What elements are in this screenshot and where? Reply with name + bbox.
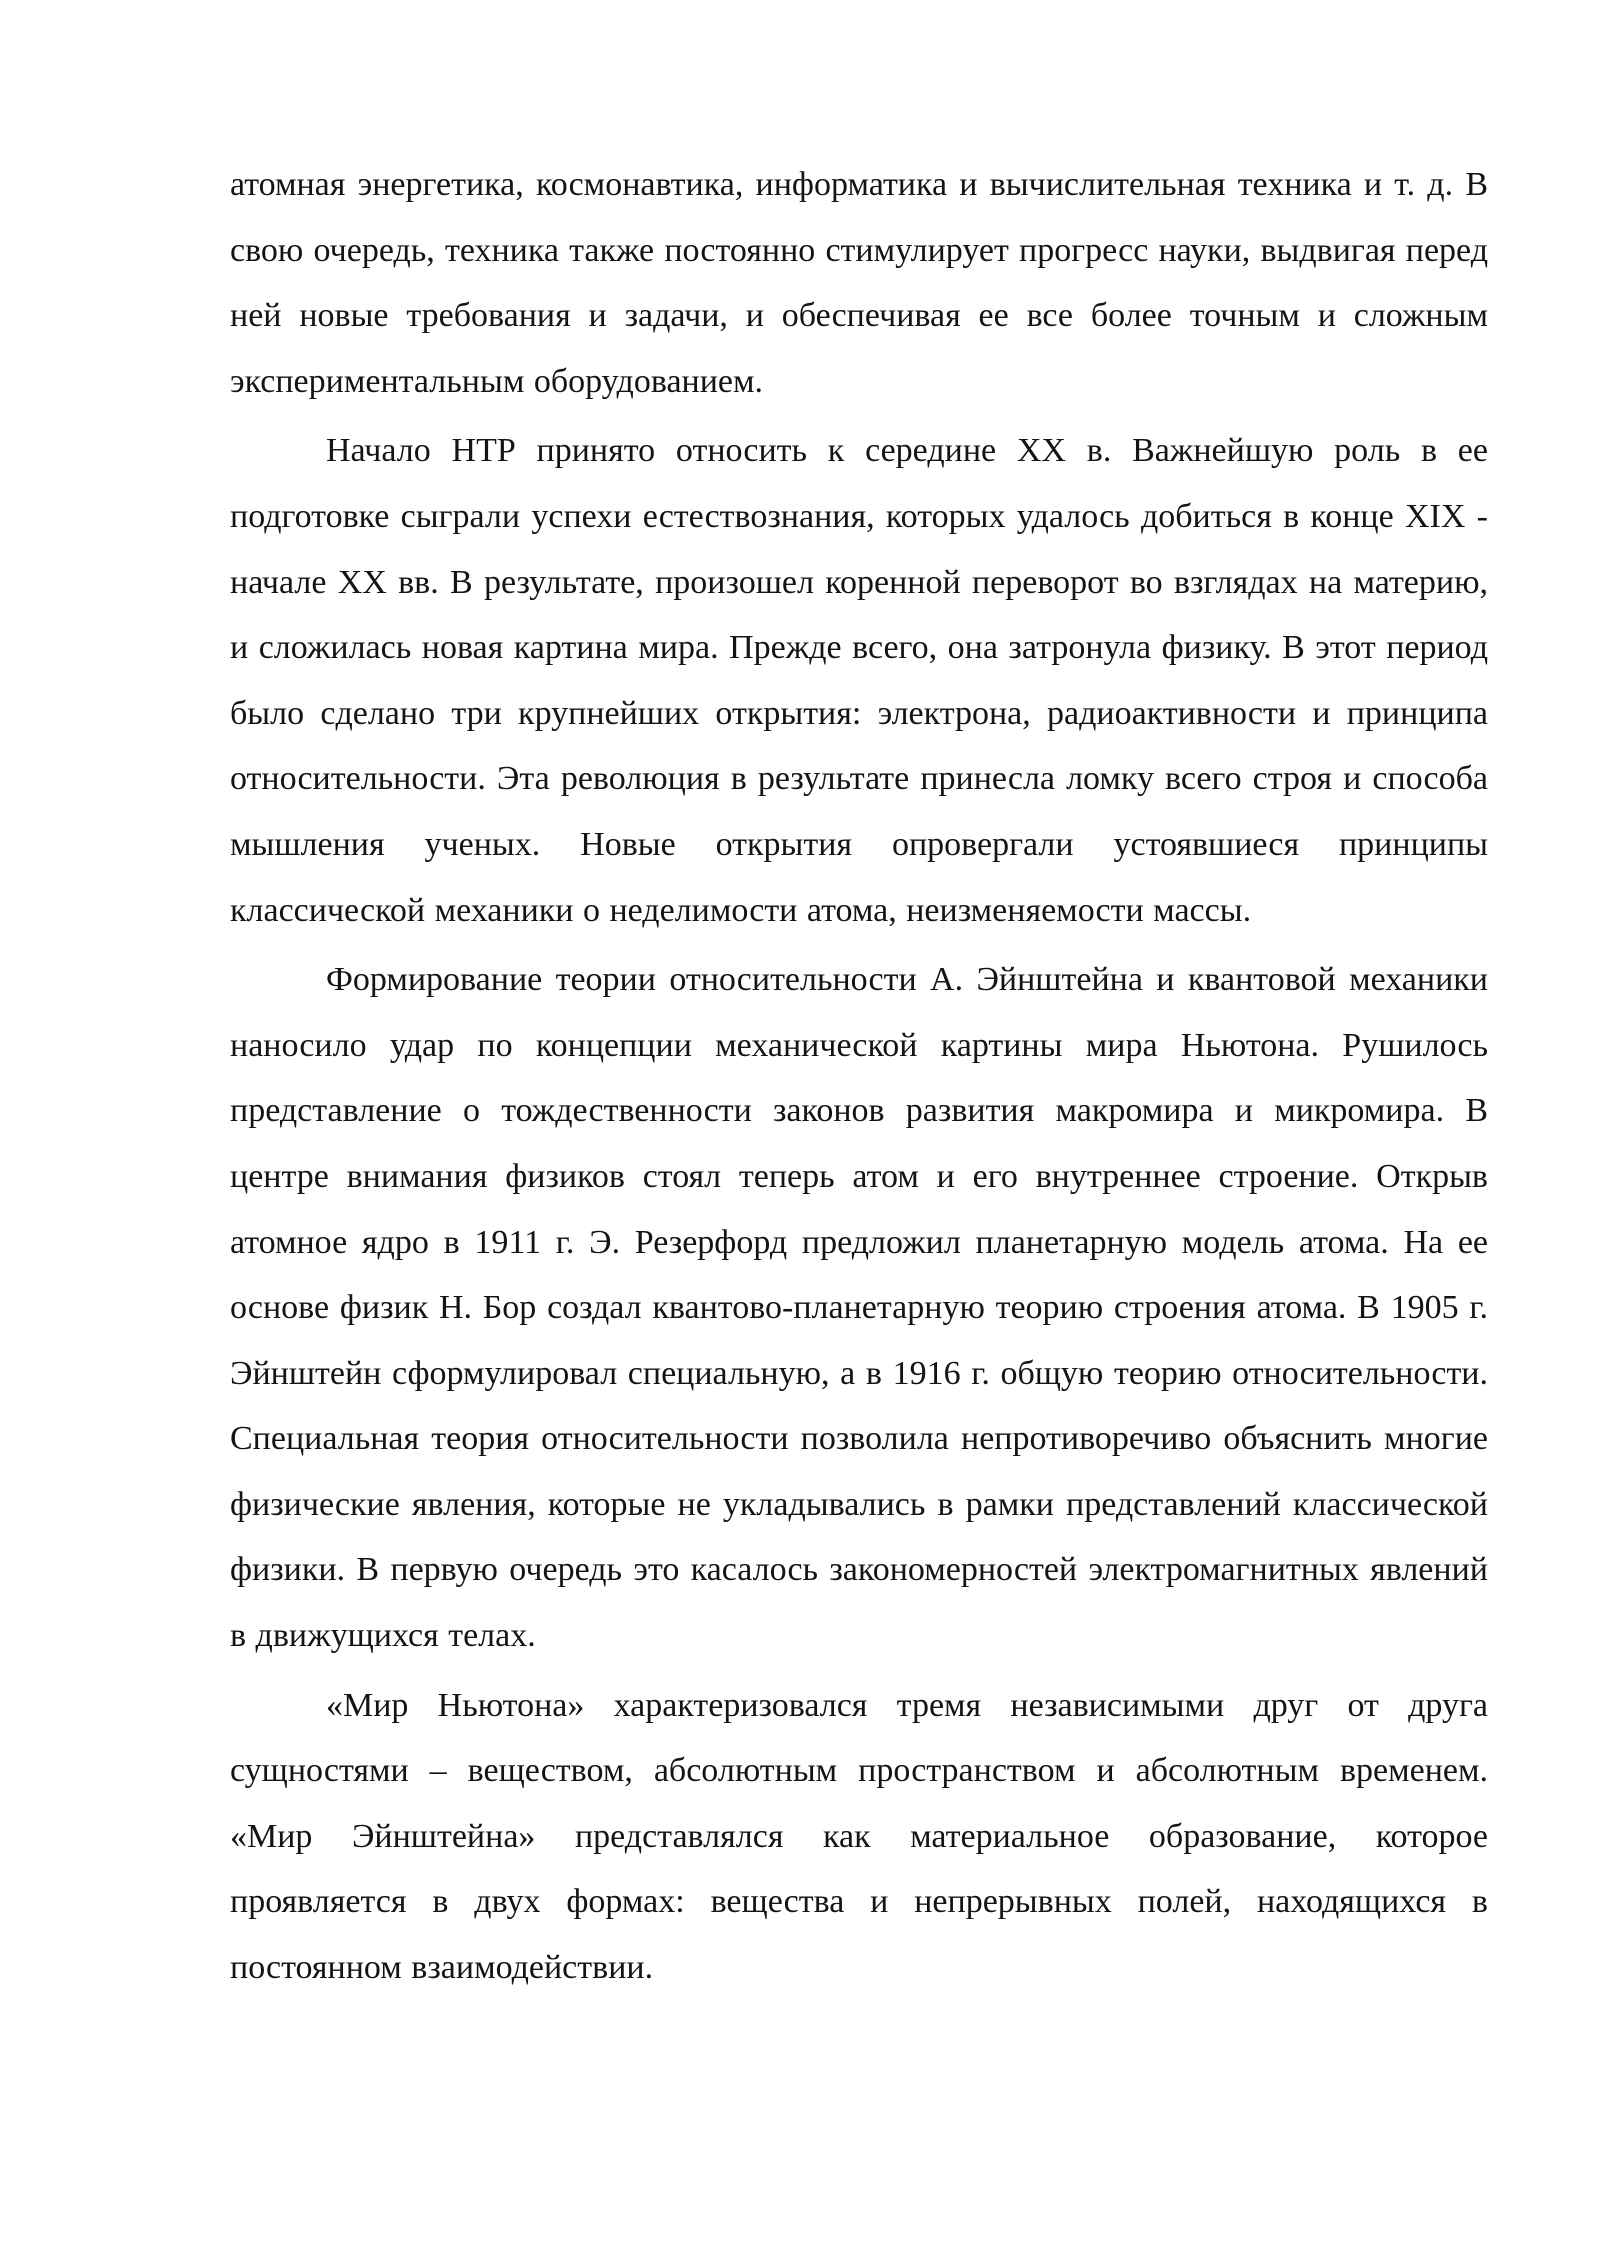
paragraph-4: «Мир Ньютона» характеризовался тремя независимыми друг от друга сущностями – веществом, абсолютным пространством и абсолютным временем. «Мир Эйнштейна» представлялся как материальное образование, которое проявляется в двух формах: вещества и непрерывных полей, находящихся в постоянном взаимодействии.	[230, 1686, 1488, 1987]
paragraph-1: атомная энергетика, космонавтика, информатика и вычислительная техника и т. д. В свою очередь, техника также постоянно стимулирует прогресс науки, выдвигая перед ней новые требования и задачи, и обеспечивая ее все более точным и сложным экспериментальным оборудованием.	[230, 166, 1488, 400]
paragraph-3: Формирование теории относительности А. Эйнштейна и квантовой механики наносило удар по концепции механической картины мира Ньютона. Рушилось представление о тождественности законов развития макромира и микромира. В центре внимания физиков стоял теперь атом и его внутреннее строение. Открыв атомное ядро в 1911 г. Э. Резерфорд предложил планетарную модель атома. На ее основе физик Н. Бор создал квантово-планетарную теорию строения атома. В 1905 г. Эйнштейн сформулировал специальную, а в 1916 г. общую теорию относительности. Специальная теория относительности позволила непротиворечиво объяснить многие физические явления, которые не укладывались в рамки представлений классической физики. В первую очередь это касалось закономерностей электромагнитных явлений в движущихся телах.	[230, 961, 1488, 1655]
text-body	[230, 152, 1488, 2001]
paragraph-2: Начало НТР принято относить к середине XX в. Важнейшую роль в ее подготовке сыграли успехи естествознания, которых удалось добиться в конце XIX - начале XX вв. В результате, произошел коренной переворот во взглядах на материю, и сложилась новая картина мира. Прежде всего, она затронула физику. В этот период было сделано три крупнейших открытия: электрона, радиоактивности и принципа относительности. Эта революция в результате принесла ломку всего строя и способа мышления ученых. Новые открытия опровергали устоявшиеся принципы классической механики о неделимости атома, неизменяемости массы.	[230, 432, 1488, 929]
